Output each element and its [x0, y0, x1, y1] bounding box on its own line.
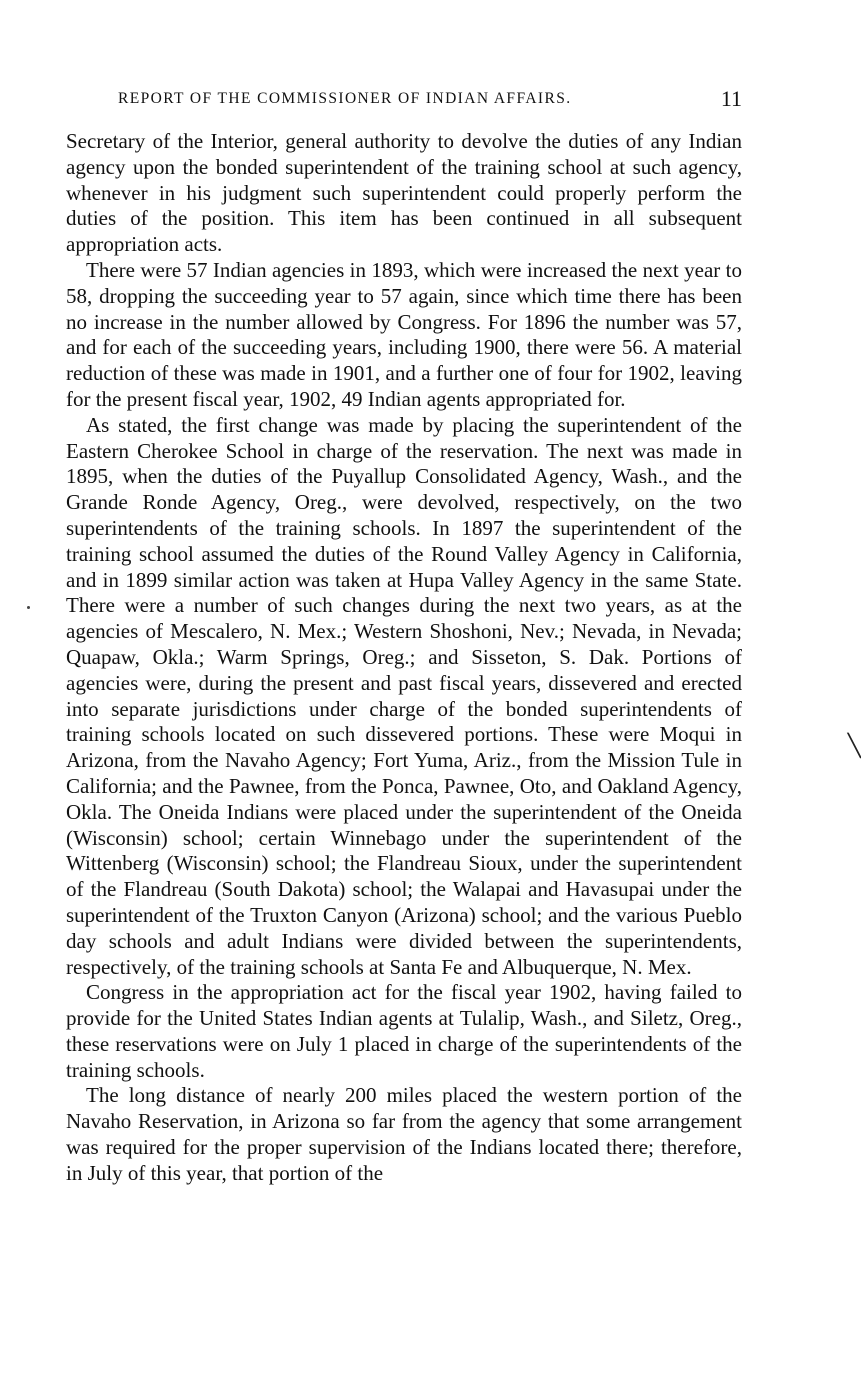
page-number: 11 [720, 86, 742, 111]
body-text [66, 129, 742, 1187]
paragraph-continued: Secretary of the Interior, general authority to devolve the duties of any Indian agency upon the bonded superintendent of the training school at such agency, whenever in his judgment such superintendent could properly perform the duties of the position. This item has been continued in all subsequent appropriation acts. [66, 129, 742, 257]
ink-speck [27, 606, 30, 609]
paragraph-navaho: The long distance of nearly 200 miles placed the western portion of the Navaho Reservation, in Arizona so far from the agency that some arrangement was required for the proper supervision of the Indians located there; therefore, in July of this year, that portion of the [66, 1083, 742, 1185]
paragraph-congress: Congress in the appropriation act for the fiscal year 1902, having failed to provide for the United States Indian agents at Tulalip, Wash., and Siletz, Oreg., these reservations were on July 1 placed in charge of the superintendents of the training schools. [66, 980, 742, 1082]
running-header [66, 86, 742, 114]
paragraph-changes: As stated, the first change was made by placing the superintendent of the Eastern Cherokee School in charge of the reservation. The next was made in 1895, when the duties of the Puyallup Consolidated Agency, Wash., and the Grande Ronde Agency, Oreg., were devolved, respectively, on the two superintendents of the training schools. In 1897 the superintendent of the training school assumed the duties of the Round Valley Agency in California, and in 1899 similar action was taken at Hupa Valley Agency in the same State. There were a number of such changes during the next two years, as at the agencies of Mescalero, N. Mex.; Western Shoshoni, Nev.; Nevada, in Nevada; Quapaw, Okla.; Warm Springs, Oreg.; and Sisseton, S. Dak. Portions of agencies were, during the present and past fiscal years, dissevered and erected into separate jurisdictions under charge of the bonded superintendents of training schools located on such dissevered portions. These were Moqui in Arizona, from the Navaho Agency; Fort Yuma, Ariz., from the Mission Tule in California; and the Pawnee, from the Ponca, Pawnee, Oto, and Oakland Agency, Okla. The Oneida Indians were placed under the superintendent of the Oneida (Wisconsin) school; certain Winnebago under the superintendent of the Wittenberg (Wisconsin) school; the Flandreau Sioux, under the superintendent of the Flandreau (South Dakota) school; the Walapai and Havasupai under the superintendent of the Truxton Canyon (Arizona) school; and the various Pueblo day schools and adult Indians were divided between the superintendents, respectively, of the training schools at Santa Fe and Albuquerque, N. Mex. [66, 412, 742, 979]
paragraph-agency-counts: There were 57 Indian agencies in 1893, which were increased the next year to 58, dropping the succeeding year to 57 again, since which time there has been no increase in the number allowed by Congress. For 1896 the number was 57, and for each of the succeeding years, including 1900, there were 56. A material reduction of these was made in 1901, and a further one of four for 1902, leaving for the present fiscal year, 1902, 49 Indian agents appropriated for. [66, 257, 742, 411]
margin-mark-icon: ╲ [847, 733, 861, 758]
running-title: REPORT OF THE COMMISSIONER OF INDIAN AFFAIRS. [118, 90, 572, 107]
